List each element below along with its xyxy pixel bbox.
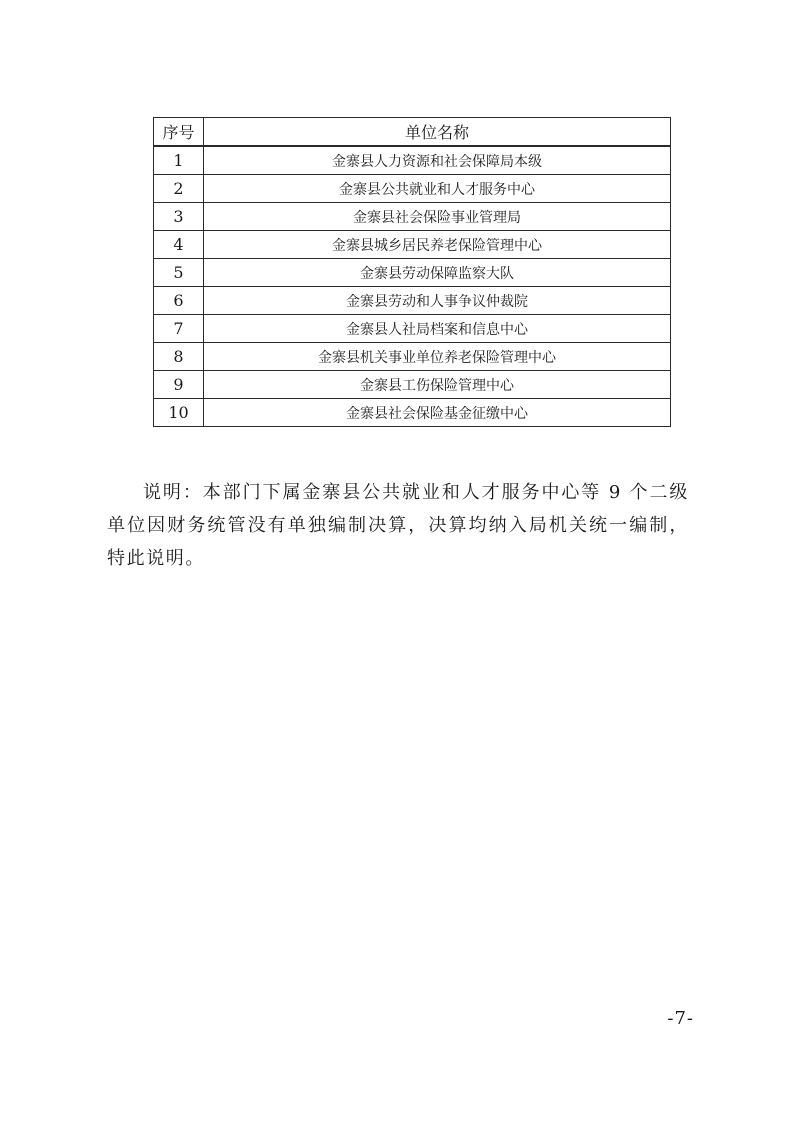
row-unit-name: 金寨县人力资源和社会保障局本级 bbox=[204, 146, 671, 175]
table-row bbox=[154, 399, 671, 427]
table-row bbox=[154, 259, 671, 287]
row-index: 1 bbox=[154, 146, 204, 175]
row-index: 8 bbox=[154, 343, 204, 371]
table-row bbox=[154, 231, 671, 259]
unit-table bbox=[153, 117, 671, 427]
table-row bbox=[154, 343, 671, 371]
header-index: 序号 bbox=[154, 118, 204, 147]
row-index: 10 bbox=[154, 399, 204, 427]
table-row bbox=[154, 175, 671, 203]
row-index: 2 bbox=[154, 175, 204, 203]
row-index: 7 bbox=[154, 315, 204, 343]
table-row bbox=[154, 146, 671, 175]
row-unit-name: 金寨县机关事业单位养老保险管理中心 bbox=[204, 343, 671, 371]
table-header-row bbox=[154, 118, 671, 147]
row-index: 4 bbox=[154, 231, 204, 259]
row-index: 9 bbox=[154, 371, 204, 399]
table-row bbox=[154, 287, 671, 315]
row-index: 6 bbox=[154, 287, 204, 315]
row-unit-name: 金寨县城乡居民养老保险管理中心 bbox=[204, 231, 671, 259]
row-unit-name: 金寨县社会保险事业管理局 bbox=[204, 203, 671, 231]
row-unit-name: 金寨县人社局档案和信息中心 bbox=[204, 315, 671, 343]
page-number: -7- bbox=[667, 1008, 694, 1029]
header-unit-name: 单位名称 bbox=[204, 118, 671, 147]
row-unit-name: 金寨县公共就业和人才服务中心 bbox=[204, 175, 671, 203]
row-unit-name: 金寨县工伤保险管理中心 bbox=[204, 371, 671, 399]
table-row bbox=[154, 315, 671, 343]
row-unit-name: 金寨县社会保险基金征缴中心 bbox=[204, 399, 671, 427]
row-unit-name: 金寨县劳动保障监察大队 bbox=[204, 259, 671, 287]
row-index: 5 bbox=[154, 259, 204, 287]
explanation-note: 说明：本部门下属金寨县公共就业和人才服务中心等 9 个二级单位因财务统管没有单独编制决算，决算均纳入局机关统一编制，特此说明。 bbox=[107, 482, 689, 569]
table-row bbox=[154, 371, 671, 399]
row-index: 3 bbox=[154, 203, 204, 231]
table-row bbox=[154, 203, 671, 231]
row-unit-name: 金寨县劳动和人事争议仲裁院 bbox=[204, 287, 671, 315]
